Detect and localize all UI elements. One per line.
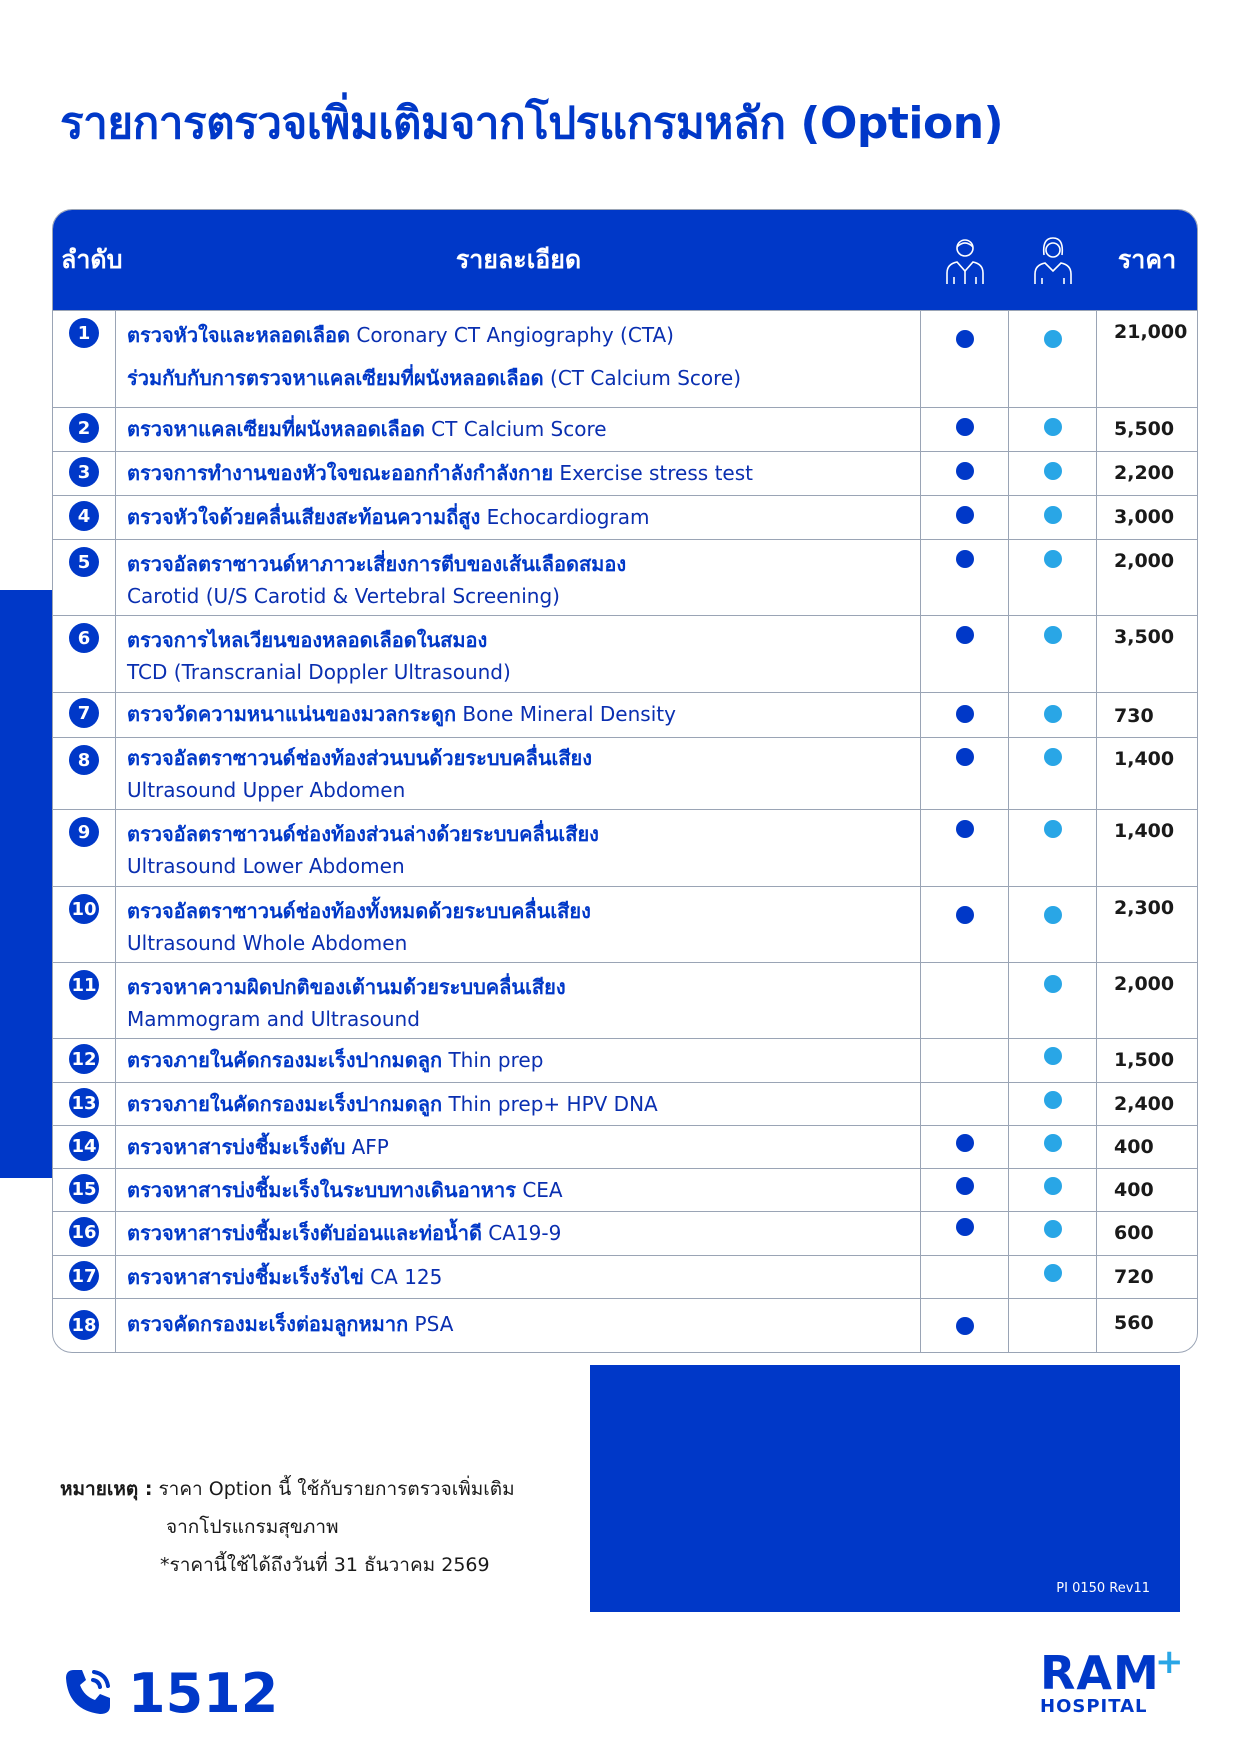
row-number-badge: 7 <box>69 698 99 728</box>
table-row <box>53 1168 1197 1211</box>
header-no: ลำดับ <box>61 245 123 274</box>
male-available-dot <box>956 330 974 348</box>
row-number-badge: 15 <box>69 1174 99 1204</box>
table-header <box>53 210 1197 310</box>
decorative-side-bar <box>0 590 53 1178</box>
female-available-dot <box>1044 975 1062 993</box>
remark-line-1: ราคา Option นี้ ใช้กับรายการตรวจเพิ่มเติม <box>152 1478 515 1500</box>
item-price: 400 <box>1114 1136 1154 1158</box>
female-available-dot <box>1044 1047 1062 1065</box>
female-available-dot <box>1044 1220 1062 1238</box>
item-thai-name: ตรวจภายในคัดกรองมะเร็งปากมดลูก <box>127 1048 443 1072</box>
male-available-dot <box>956 1218 974 1236</box>
row-number-badge: 3 <box>69 457 99 487</box>
phone-icon <box>60 1664 116 1724</box>
row-number-badge: 10 <box>69 894 99 924</box>
row-number-badge: 13 <box>69 1088 99 1118</box>
table-row <box>53 1125 1197 1168</box>
item-english-name: TCD (Transcranial Doppler Ultrasound) <box>127 660 511 684</box>
remark-line-2: จากโปรแกรมสุขภาพ <box>166 1516 339 1538</box>
female-available-dot <box>1044 462 1062 480</box>
item-thai-name-cont: ร่วมกับกับการตรวจหาแคลเซียมที่ผนังหลอดเลือด <box>127 366 544 390</box>
male-available-dot <box>956 748 974 766</box>
row-number-badge: 17 <box>69 1261 99 1291</box>
row-number-badge: 4 <box>69 501 99 531</box>
table-row <box>53 615 1197 692</box>
row-number-badge: 6 <box>69 623 99 653</box>
item-english-name: Coronary CT Angiography (CTA) <box>350 323 674 347</box>
male-available-dot <box>956 626 974 644</box>
hotline-number: 1512 <box>128 1662 279 1725</box>
table-row <box>53 310 1197 407</box>
row-number-badge: 8 <box>69 745 99 775</box>
item-english-name: Echocardiogram <box>480 505 650 529</box>
row-number-badge: 5 <box>69 547 99 577</box>
item-thai-name: ตรวจหาสารบ่งชี้มะเร็งตับอ่อนและท่อน้ำดี <box>127 1221 482 1245</box>
row-number-badge: 18 <box>69 1310 99 1340</box>
female-available-dot <box>1044 506 1062 524</box>
item-english-name: CT Calcium Score <box>424 417 607 441</box>
item-english-name: Carotid (U/S Carotid & Vertebral Screening) <box>127 584 560 608</box>
item-english-name: CA19-9 <box>481 1221 562 1245</box>
table-row <box>53 809 1197 886</box>
logo-ram-text: RAM <box>1040 1646 1160 1700</box>
logo-hospital-text: HOSPITAL <box>1040 1696 1148 1717</box>
item-thai-name: ตรวจการทำงานของหัวใจขณะออกกำลังกำลังกาย <box>127 461 554 485</box>
item-thai-name: ตรวจหาแคลเซียมที่ผนังหลอดเลือด <box>127 417 425 441</box>
remark-label: หมายเหตุ : <box>60 1478 153 1500</box>
row-number-badge: 11 <box>69 970 99 1000</box>
male-available-dot <box>956 906 974 924</box>
row-number-badge: 12 <box>69 1044 99 1074</box>
female-available-dot <box>1044 748 1062 766</box>
decorative-bottom-block <box>590 1365 1180 1612</box>
table-row <box>53 1082 1197 1125</box>
item-thai-name: ตรวจหาสารบ่งชี้มะเร็งในระบบทางเดินอาหาร <box>127 1178 516 1202</box>
item-price: 2,000 <box>1114 973 1175 995</box>
male-available-dot <box>956 1134 974 1152</box>
female-person-icon <box>1009 210 1097 310</box>
item-thai-name: ตรวจอัลตราซาวนด์ช่องท้องส่วนบนด้วยระบบคลื่นเสียง <box>127 746 593 770</box>
female-available-dot <box>1044 906 1062 924</box>
remark-note <box>60 1470 515 1584</box>
female-available-dot <box>1044 1264 1062 1282</box>
document-code: PI 0150 Rev11 <box>1056 1581 1150 1596</box>
item-english-name: CA 125 <box>363 1265 443 1289</box>
item-price: 2,000 <box>1114 550 1175 572</box>
item-english-name: CEA <box>515 1178 563 1202</box>
item-english-name: Thin prep <box>442 1048 544 1072</box>
item-english-name: Ultrasound Whole Abdomen <box>127 931 408 955</box>
male-available-dot <box>956 1317 974 1335</box>
item-thai-name: ตรวจอัลตราซาวนด์หาภาวะเสี่ยงการตีบของเส้นเลือดสมอง <box>127 552 627 576</box>
table-row <box>53 407 1197 451</box>
female-available-dot <box>1044 550 1062 568</box>
female-available-dot <box>1044 705 1062 723</box>
row-number-badge: 14 <box>69 1131 99 1161</box>
female-available-dot <box>1044 1091 1062 1109</box>
hotline <box>60 1662 278 1725</box>
item-thai-name: ตรวจอัลตราซาวนด์ช่องท้องทั้งหมดด้วยระบบคลื่นเสียง <box>127 899 591 923</box>
item-english-name: Ultrasound Upper Abdomen <box>127 778 406 802</box>
item-thai-name: ตรวจหาสารบ่งชี้มะเร็งรังไข่ <box>127 1265 364 1289</box>
ram-hospital-logo <box>1040 1642 1184 1717</box>
table-row <box>53 886 1197 962</box>
table-row <box>53 495 1197 539</box>
row-number-badge: 1 <box>69 318 99 348</box>
option-price-table <box>52 209 1198 1353</box>
male-available-dot <box>956 820 974 838</box>
item-price: 720 <box>1114 1266 1154 1288</box>
item-english-name: Exercise stress test <box>553 461 753 485</box>
male-person-icon <box>921 210 1009 310</box>
item-english-name: AFP <box>345 1135 389 1159</box>
item-price: 730 <box>1114 705 1154 727</box>
table-row <box>53 962 1197 1038</box>
item-price: 5,500 <box>1114 418 1175 440</box>
item-thai-name: ตรวจอัลตราซาวนด์ช่องท้องส่วนล่างด้วยระบบคลื่นเสียง <box>127 822 599 846</box>
item-thai-name: ตรวจหัวใจและหลอดเลือด <box>127 323 350 347</box>
female-available-dot <box>1044 820 1062 838</box>
male-available-dot <box>956 550 974 568</box>
item-thai-name: ตรวจวัดความหนาแน่นของมวลกระดูก <box>127 702 457 726</box>
item-thai-name: ตรวจหาความผิดปกติของเต้านมด้วยระบบคลื่นเสียง <box>127 975 566 999</box>
header-detail: รายละเอียด <box>455 245 582 274</box>
table-row <box>53 1211 1197 1255</box>
male-available-dot <box>956 506 974 524</box>
item-thai-name: ตรวจคัดกรองมะเร็งต่อมลูกหมาก <box>127 1312 409 1336</box>
item-price: 600 <box>1114 1222 1154 1244</box>
table-row <box>53 451 1197 495</box>
item-price: 2,300 <box>1114 897 1175 919</box>
item-price: 3,000 <box>1114 506 1175 528</box>
item-price: 2,200 <box>1114 462 1175 484</box>
item-price: 400 <box>1114 1179 1154 1201</box>
item-price: 2,400 <box>1114 1093 1175 1115</box>
row-number-badge: 2 <box>69 413 99 443</box>
table-row <box>53 1298 1197 1352</box>
male-available-dot <box>956 1177 974 1195</box>
item-english-name: Thin prep+ HPV DNA <box>442 1092 658 1116</box>
item-price: 3,500 <box>1114 626 1175 648</box>
table-row <box>53 692 1197 737</box>
male-available-dot <box>956 418 974 436</box>
item-english-name: Bone Mineral Density <box>456 702 676 726</box>
table-row <box>53 539 1197 615</box>
item-english-name: PSA <box>408 1312 454 1336</box>
row-number-badge: 9 <box>69 817 99 847</box>
item-price: 1,500 <box>1114 1049 1175 1071</box>
female-available-dot <box>1044 1177 1062 1195</box>
item-price: 560 <box>1114 1312 1154 1334</box>
remark-line-3: *ราคานี้ใช้ได้ถึงวันที่ 31 ธันวาคม 2569 <box>160 1554 490 1576</box>
male-available-dot <box>956 705 974 723</box>
item-thai-name: ตรวจภายในคัดกรองมะเร็งปากมดลูก <box>127 1092 443 1116</box>
female-available-dot <box>1044 330 1062 348</box>
header-price: ราคา <box>1117 245 1177 274</box>
item-english-name: Mammogram and Ultrasound <box>127 1007 420 1031</box>
female-available-dot <box>1044 418 1062 436</box>
row-number-badge: 16 <box>69 1217 99 1247</box>
item-thai-name: ตรวจหัวใจด้วยคลื่นเสียงสะท้อนความถี่สูง <box>127 505 481 529</box>
item-price: 1,400 <box>1114 748 1175 770</box>
table-row <box>53 1038 1197 1082</box>
item-price: 21,000 <box>1114 321 1188 343</box>
table-row <box>53 1255 1197 1298</box>
table-row <box>53 737 1197 809</box>
logo-plus-icon: + <box>1155 1642 1184 1682</box>
item-thai-name: ตรวจการไหลเวียนของหลอดเลือดในสมอง <box>127 628 488 652</box>
page-title: รายการตรวจเพิ่มเติมจากโปรแกรมหลัก (Option) <box>60 98 1004 149</box>
female-available-dot <box>1044 1134 1062 1152</box>
female-available-dot <box>1044 626 1062 644</box>
male-available-dot <box>956 462 974 480</box>
item-english-name: Ultrasound Lower Abdomen <box>127 854 405 878</box>
item-english-name-cont: (CT Calcium Score) <box>543 366 742 390</box>
item-thai-name: ตรวจหาสารบ่งชี้มะเร็งตับ <box>127 1135 346 1159</box>
item-price: 1,400 <box>1114 820 1175 842</box>
